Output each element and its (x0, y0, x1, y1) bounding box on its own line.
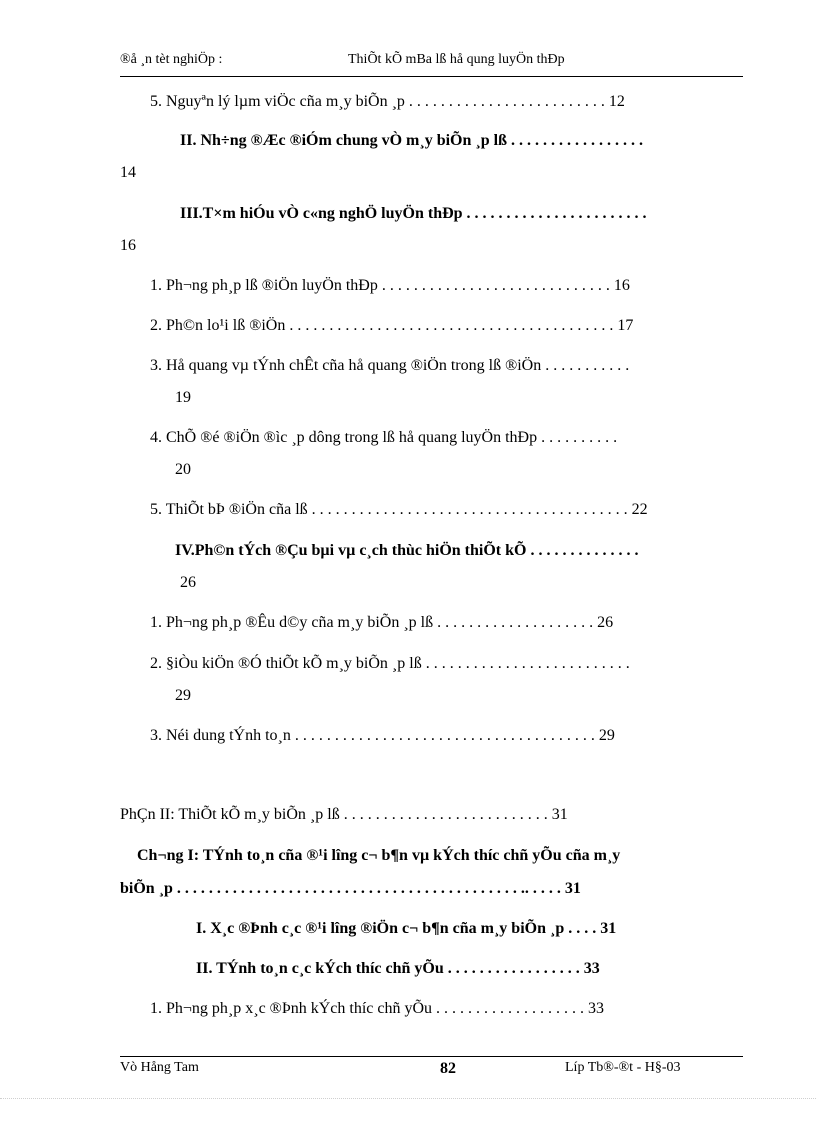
toc-entry: 2. Ph©n lo¹i lß ®iÖn . . . . . . . . . . . . . . . . . . . . . . . . . . . . . . . . . . . . . . . . . 17 (150, 317, 634, 334)
footer-author: Vò Hång Tam (120, 1060, 199, 1075)
toc-entry: 2. §iÒu kiÖn ®Ó thiÕt kÕ m¸y biÕn ¸p lß . . . . . . . . . . . . . . . . . . . . . . . . . . (150, 655, 630, 672)
toc-entry: 26 (180, 574, 196, 591)
header-title: ThiÕt kÕ mBa lß hå qung luyÖn thÐp (348, 52, 565, 67)
page-number: 82 (440, 1060, 456, 1077)
toc-entry: 1. Ph¬ng ph¸p ®Êu d©y cña m¸y biÕn ¸p lß . . . . . . . . . . . . . . . . . . . . 26 (150, 614, 614, 631)
toc-entry: 20 (175, 461, 191, 478)
header-left: ®å ¸n tèt nghiÖp : (120, 52, 223, 67)
footer-class: Líp Tb®-®t - H§-03 (565, 1060, 681, 1075)
toc-entry: 16 (120, 237, 136, 254)
toc-entry: 4. ChÕ ®é ®iÖn ®ìc ¸p dông trong lß hå quang luyÖn thÐp . . . . . . . . . . (150, 429, 618, 446)
toc-entry: III.T×m hiÓu vÒ c«ng nghÖ luyÖn thÐp . . . . . . . . . . . . . . . . . . . . . . . (180, 205, 647, 222)
page-edge-divider (0, 1098, 816, 1099)
toc-entry: 5. ThiÕt bÞ ®iÖn cña lß . . . . . . . . . . . . . . . . . . . . . . . . . . . . . . . . . . . . . . . . 22 (150, 501, 648, 518)
toc-entry: 29 (175, 687, 191, 704)
toc-entry: 3. Néi dung tÝnh to¸n . . . . . . . . . . . . . . . . . . . . . . . . . . . . . . . . . . . . . . 29 (150, 727, 615, 744)
footer-rule (120, 1056, 743, 1057)
toc-entry: IV.Ph©n tÝch ®Çu bµi vµ c¸ch thùc hiÖn thiÕt kÕ . . . . . . . . . . . . . . (175, 542, 639, 559)
toc-entry: 19 (175, 389, 191, 406)
header-rule (120, 76, 743, 77)
toc-entry-chapter: Ch¬ng I: TÝnh to¸n cña ®¹i lîng c¬ b¶n vµ kÝch thíc chñ yÕu cña m¸y (137, 847, 621, 864)
toc-entry-chapter-cont: biÕn ¸p . . . . . . . . . . . . . . . . . . . . . . . . . . . . . . . . . . . . . . . . . . . .. . . . . 31 (120, 880, 581, 897)
toc-entry: 14 (120, 164, 136, 181)
toc-entry-part: PhÇn II: ThiÕt kÕ m¸y biÕn ¸p lß . . . . . . . . . . . . . . . . . . . . . . . . . . 31 (120, 806, 568, 823)
toc-entry: 1. Ph¬ng ph¸p x¸c ®Þnh kÝch thíc chñ yÕu . . . . . . . . . . . . . . . . . . . 33 (150, 1000, 605, 1017)
toc-entry: 1. Ph¬ng ph¸p lß ®iÖn luyÖn thÐp . . . . . . . . . . . . . . . . . . . . . . . . . . . . . 16 (150, 277, 630, 294)
toc-entry: II. Nh÷ng ®Æc ®iÓm chung vÒ m¸y biÕn ¸p lß . . . . . . . . . . . . . . . . . (180, 132, 643, 149)
toc-entry: 5. Nguyªn lý lµm viÖc cña m¸y biÕn ¸p . . . . . . . . . . . . . . . . . . . . . . . . . 12 (150, 93, 625, 110)
toc-entry: II. TÝnh to¸n c¸c kÝch thíc chñ yÕu . . . . . . . . . . . . . . . . . 33 (196, 960, 600, 977)
toc-entry: 3. Hå quang vµ tÝnh chÊt cña hå quang ®iÖn trong lß ®iÖn . . . . . . . . . . . (150, 357, 630, 374)
toc-entry: I. X¸c ®Þnh c¸c ®¹i lîng ®iÖn c¬ b¶n cña m¸y biÕn ¸p . . . . 31 (196, 920, 617, 937)
